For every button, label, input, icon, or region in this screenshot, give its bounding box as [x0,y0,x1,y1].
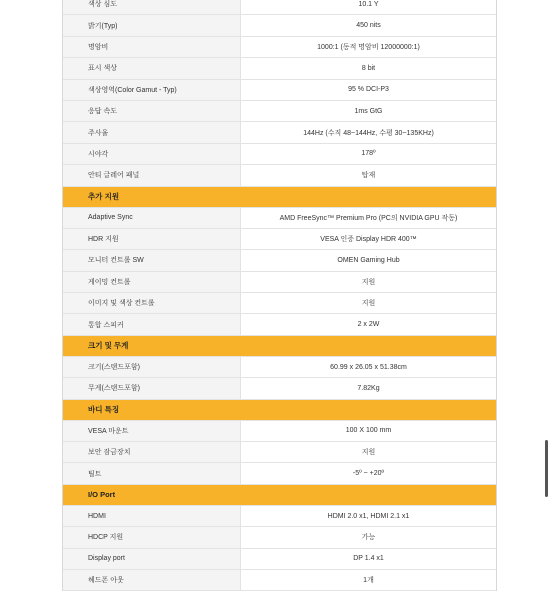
spec-key: 크기(스탠드포함) [63,357,241,377]
spec-key: 모니터 컨트롤 SW [63,250,241,270]
spec-key: 주사율 [63,122,241,142]
spec-value: 1개 [363,577,374,585]
spec-key: 보안 잠금장치 [63,442,241,462]
spec-key: 통합 스피커 [63,314,241,334]
spec-row [63,506,496,527]
spec-key: HDR 지원 [63,229,241,249]
spec-table [62,0,497,591]
spec-row [63,0,496,15]
spec-value: 1000:1 (동적 명암비 12000000:1) [317,43,420,51]
spec-value: 60.99 x 26.05 x 51.38cm [330,363,407,371]
spec-value: 8 bit [361,64,376,72]
spec-value: 2 x 2W [357,321,380,329]
spec-row [63,122,496,143]
section-header-size-weight: 크기 및 무게 [63,336,496,357]
spec-key: HDCP 지원 [63,527,241,547]
spec-value: 100 X 100 mm [345,427,392,435]
spec-value: 1ms GtG [354,107,383,115]
spec-value: HDMI 2.0 x1, HDMI 2.1 x1 [327,512,410,520]
spec-row [63,250,496,271]
spec-row [63,37,496,58]
spec-value: 탑재 [361,172,376,180]
spec-row [63,80,496,101]
spec-value: 10.1 Y [358,0,379,8]
spec-value: 지원 [361,278,376,286]
scrollbar-thumb[interactable] [545,440,548,497]
spec-value: OMEN Gaming Hub [337,256,400,264]
section-header-io-port: I/O Port [63,485,496,506]
spec-key: 색상영역(Color Gamut - Typ) [63,80,241,100]
spec-row [63,101,496,122]
spec-key: 밝기(Typ) [63,15,241,35]
spec-value: 450 nits [356,22,381,30]
spec-key: 명암비 [63,37,241,57]
spec-row [63,527,496,548]
spec-value: 95 % DCI-P3 [348,86,389,94]
spec-value: 178º [361,150,376,158]
spec-key: 게이밍 컨트롤 [63,272,241,292]
spec-value: 가능 [361,534,376,542]
spec-row [63,229,496,250]
spec-key: 이미지 및 색상 컨트롤 [63,293,241,313]
spec-value: 7.82Kg [357,384,380,392]
spec-key: 헤드폰 아웃 [63,570,241,590]
spec-row [63,58,496,79]
spec-key: 응답 속도 [63,101,241,121]
spec-row [63,293,496,314]
spec-value: 지원 [361,300,376,308]
spec-key: 표시 색상 [63,58,241,78]
spec-row [63,357,496,378]
spec-row [63,378,496,399]
spec-row [63,144,496,165]
spec-value: AMD FreeSync™ Premium Pro (PC의 NVIDIA GPU 작동) [279,214,458,222]
spec-row [63,314,496,335]
section-header-body-features: 바디 특징 [63,400,496,421]
spec-value: 지원 [361,449,376,457]
spec-key: 무게(스탠드포함) [63,378,241,398]
spec-key: 틸트 [63,463,241,483]
spec-key: Adaptive Sync [63,208,241,228]
spec-key: 색상 심도 [63,0,241,14]
spec-key: Display port [63,549,241,569]
spec-key: 시야각 [63,144,241,164]
spec-key: HDMI [63,506,241,526]
spec-row [63,208,496,229]
spec-value: -5º ~ +20º [352,470,385,478]
spec-row [63,570,496,591]
spec-value: DP 1.4 x1 [353,555,384,563]
spec-key: VESA 마운트 [63,421,241,441]
spec-row [63,463,496,484]
spec-row [63,549,496,570]
spec-key: 안티 글레어 패널 [63,165,241,185]
spec-row [63,15,496,36]
spec-value: 144Hz (수직 48~144Hz, 수평 30~135KHz) [303,129,434,137]
spec-row [63,442,496,463]
spec-row [63,165,496,186]
section-header-extra-support: 추가 지원 [63,187,496,208]
spec-row [63,272,496,293]
spec-row [63,421,496,442]
spec-value: VESA 인증 Display HDR 400™ [320,236,417,244]
